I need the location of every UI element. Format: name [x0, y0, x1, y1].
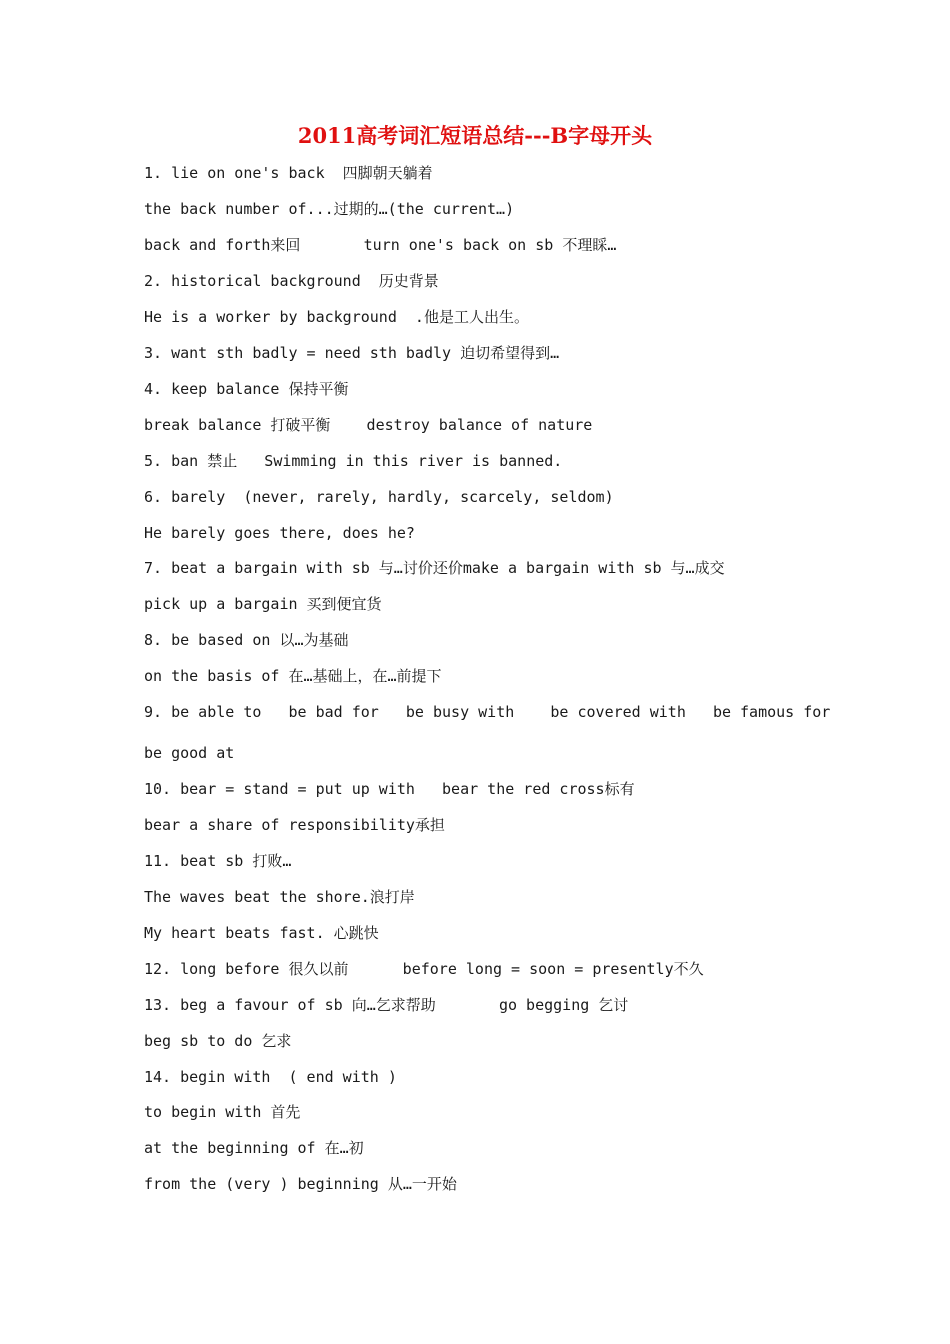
- text-line: bear a share of responsibility承担: [144, 816, 445, 834]
- text-line: 4. keep balance 保持平衡: [144, 380, 349, 398]
- text-line: break balance 打破平衡 destroy balance of nature: [144, 416, 593, 434]
- text-line: 14. begin with ( end with ): [144, 1068, 397, 1086]
- text-line: at the beginning of 在…初: [144, 1139, 364, 1157]
- text-line: He barely goes there, does he?: [144, 524, 415, 542]
- text-line: 12. long before 很久以前 before long = soon = presently不久: [144, 960, 704, 978]
- text-line: 3. want sth badly = need sth badly 迫切希望得到…: [144, 344, 560, 362]
- text-line: The waves beat the shore.浪打岸: [144, 888, 415, 906]
- text-line: from the (very ) beginning 从…一开始: [144, 1175, 457, 1193]
- text-line: back and forth来回 turn one's back on sb 不理睬…: [144, 236, 617, 254]
- text-line: He is a worker by background .他是工人出生。: [144, 308, 529, 326]
- text-line: 10. bear = stand = put up with bear the red cross标有: [144, 780, 635, 798]
- text-line: to begin with 首先: [144, 1103, 301, 1121]
- document-title: 2011高考词汇短语总结---B字母开头: [297, 123, 653, 148]
- text-line: 11. beat sb 打败…: [144, 852, 292, 870]
- text-line: be good at: [144, 744, 235, 762]
- text-line: the back number of...过期的…(the current…): [144, 200, 515, 218]
- text-line: pick up a bargain 买到便宜货: [144, 595, 382, 613]
- text-line: 1. lie on one's back 四脚朝天躺着: [144, 164, 433, 182]
- text-line: My heart beats fast. 心跳快: [144, 924, 379, 942]
- text-line: beg sb to do 乞求: [144, 1032, 292, 1050]
- text-line: 2. historical background 历史背景: [144, 272, 439, 290]
- text-line: 6. barely (never, rarely, hardly, scarcely, seldom): [144, 488, 614, 506]
- text-line: 5. ban 禁止 Swimming in this river is banned.: [144, 452, 563, 470]
- text-line: 9. be able to be bad for be busy with be covered with be famous for: [144, 703, 831, 721]
- text-line: 7. beat a bargain with sb 与…讨价还价make a bargain with sb 与…成交: [144, 559, 725, 577]
- text-line: 13. beg a favour of sb 向…乞求帮助 go begging 乞讨: [144, 996, 629, 1014]
- text-line: 8. be based on 以…为基础: [144, 631, 349, 649]
- text-line: on the basis of 在…基础上，在…前提下: [144, 667, 442, 685]
